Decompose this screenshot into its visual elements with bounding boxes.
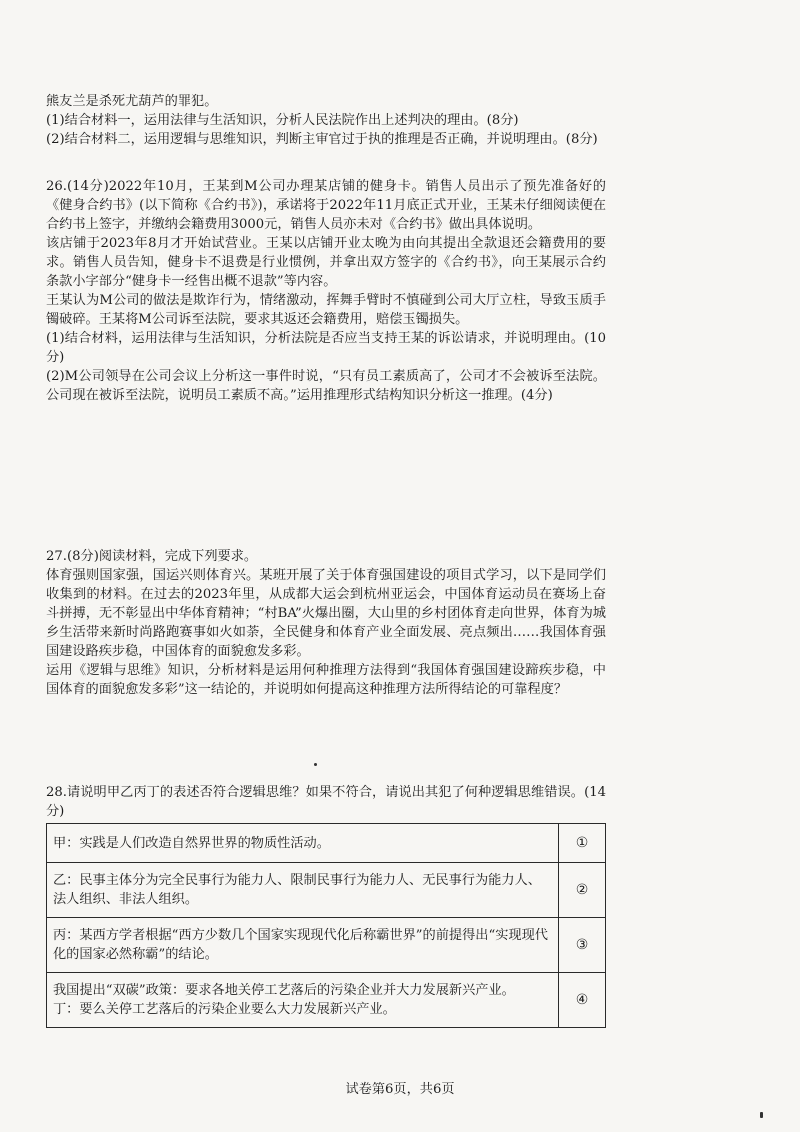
q28-prompt: 28.请说明甲乙丙丁的表述否符合逻辑思维？如果不符合，请说出其犯了何种逻辑思维错误。(14分) [46,785,606,819]
q26-material-2: 该店铺于2023年8月才开始试营业。王某以店铺开业太晚为由向其提出全款退还会籍费用的要求。销售人员告知，健身卡不退费是行业惯例，并拿出双方签字的《合约书》，向王某展示合约条款小字部分“健身卡一经售出概不退款”等内容。 [46,236,606,289]
q26-material-3: 王某认为M公司的做法是欺诈行为，情绪激动，挥舞手臂时不慎碰到公司大厅立柱，导致玉质手镯破碎。王某将M公司诉至法院，要求其返还会籍费用，赔偿玉镯损失。 [46,293,606,327]
table-row [47,863,606,918]
table-row [47,973,606,1028]
q25-subquestion-2: (2)结合材料二，运用逻辑与思维知识，判断主审官过于执的推理是否正确，并说明理由。(8分) [46,132,598,147]
scan-speck [760,1112,763,1118]
question-28 [46,783,606,1028]
page-footer: 试卷第6页，共6页 [345,1082,455,1097]
statement-number: ② [559,863,606,918]
q28-statement-table [46,823,606,1028]
statement-bing: 丙：某西方学者根据“西方少数几个国家实现现代化后称霸世界”的前提得出“实现现代化的国家必然称霸”的结论。 [47,918,559,973]
question-25-tail [46,92,606,149]
scan-speck [314,763,317,766]
q27-requirement: 运用《逻辑与思维》知识，分析材料是运用何种推理方法得到“我国体育强国建设蹄疾步稳，中国体育的面貌愈发多彩”这一结论的，并说明如何提高这种推理方法所得结论的可靠程度？ [46,663,606,697]
statement-ding: 我国提出“双碳”政策：要求各地关停工艺落后的污染企业并大力发展新兴产业。 丁：要么关停工艺落后的污染企业要么大力发展新兴产业。 [47,973,559,1028]
q26-subquestion-1: (1)结合材料，运用法律与生活知识，分析法院是否应当支持王某的诉讼请求，并说明理由。(10分) [46,331,606,365]
q25-line: 熊友兰是杀死尤葫芦的罪犯。 [46,94,218,109]
q27-material: 体育强则国家强，国运兴则体育兴。某班开展了关于体育强国建设的项目式学习，以下是同学们收集到的材料。在过去的2023年里，从成都大运会到杭州亚运会，中国体育运动员在赛场上奋斗拼搏，无不彰显出中华体育精神；“村BA”火爆出圈，大山里的乡村团体育走向世界，体育为城乡生活带来新时尚路跑赛事如火如荼，全民健身和体育产业全面发展、亮点频出……我国体育强国建设路疾步稳，中国体育的面貌愈发多彩。 [46,568,606,659]
question-26 [46,177,606,405]
exam-page-content [46,92,606,1028]
q26-material-1: 26.(14分)2022年10月，王某到M公司办理某店铺的健身卡。销售人员出示了预先准备好的《健身合约书》(以下简称《合约书》)，承诺将于2022年11月底正式开业，王某未仔细阅读便在合约书上签字，并缴纳会籍费用3000元，销售人员亦未对《合约书》做出具体说明。 [46,179,606,232]
statement-yi: 乙：民事主体分为完全民事行为能力人、限制民事行为能力人、无民事行为能力人、法人组织、非法人组织。 [47,863,559,918]
statement-number: ③ [559,918,606,973]
q27-heading: 27.(8分)阅读材料，完成下列要求。 [46,549,258,564]
q26-subquestion-2: (2)M公司领导在公司会议上分析这一事件时说，“只有员工素质高了，公司才不会被诉至法院。公司现在被诉至法院，说明员工素质不高。”运用推理形式结构知识分析这一推理。(4分) [46,369,606,403]
statement-jia: 甲：实践是人们改造自然界世界的物质性活动。 [47,824,559,863]
q25-subquestion-1: (1)结合材料一，运用法律与生活知识，分析人民法院作出上述判决的理由。(8分) [46,113,519,128]
table-row [47,824,606,863]
statement-number: ④ [559,973,606,1028]
question-27 [46,547,606,699]
table-row [47,918,606,973]
statement-number: ① [559,824,606,863]
